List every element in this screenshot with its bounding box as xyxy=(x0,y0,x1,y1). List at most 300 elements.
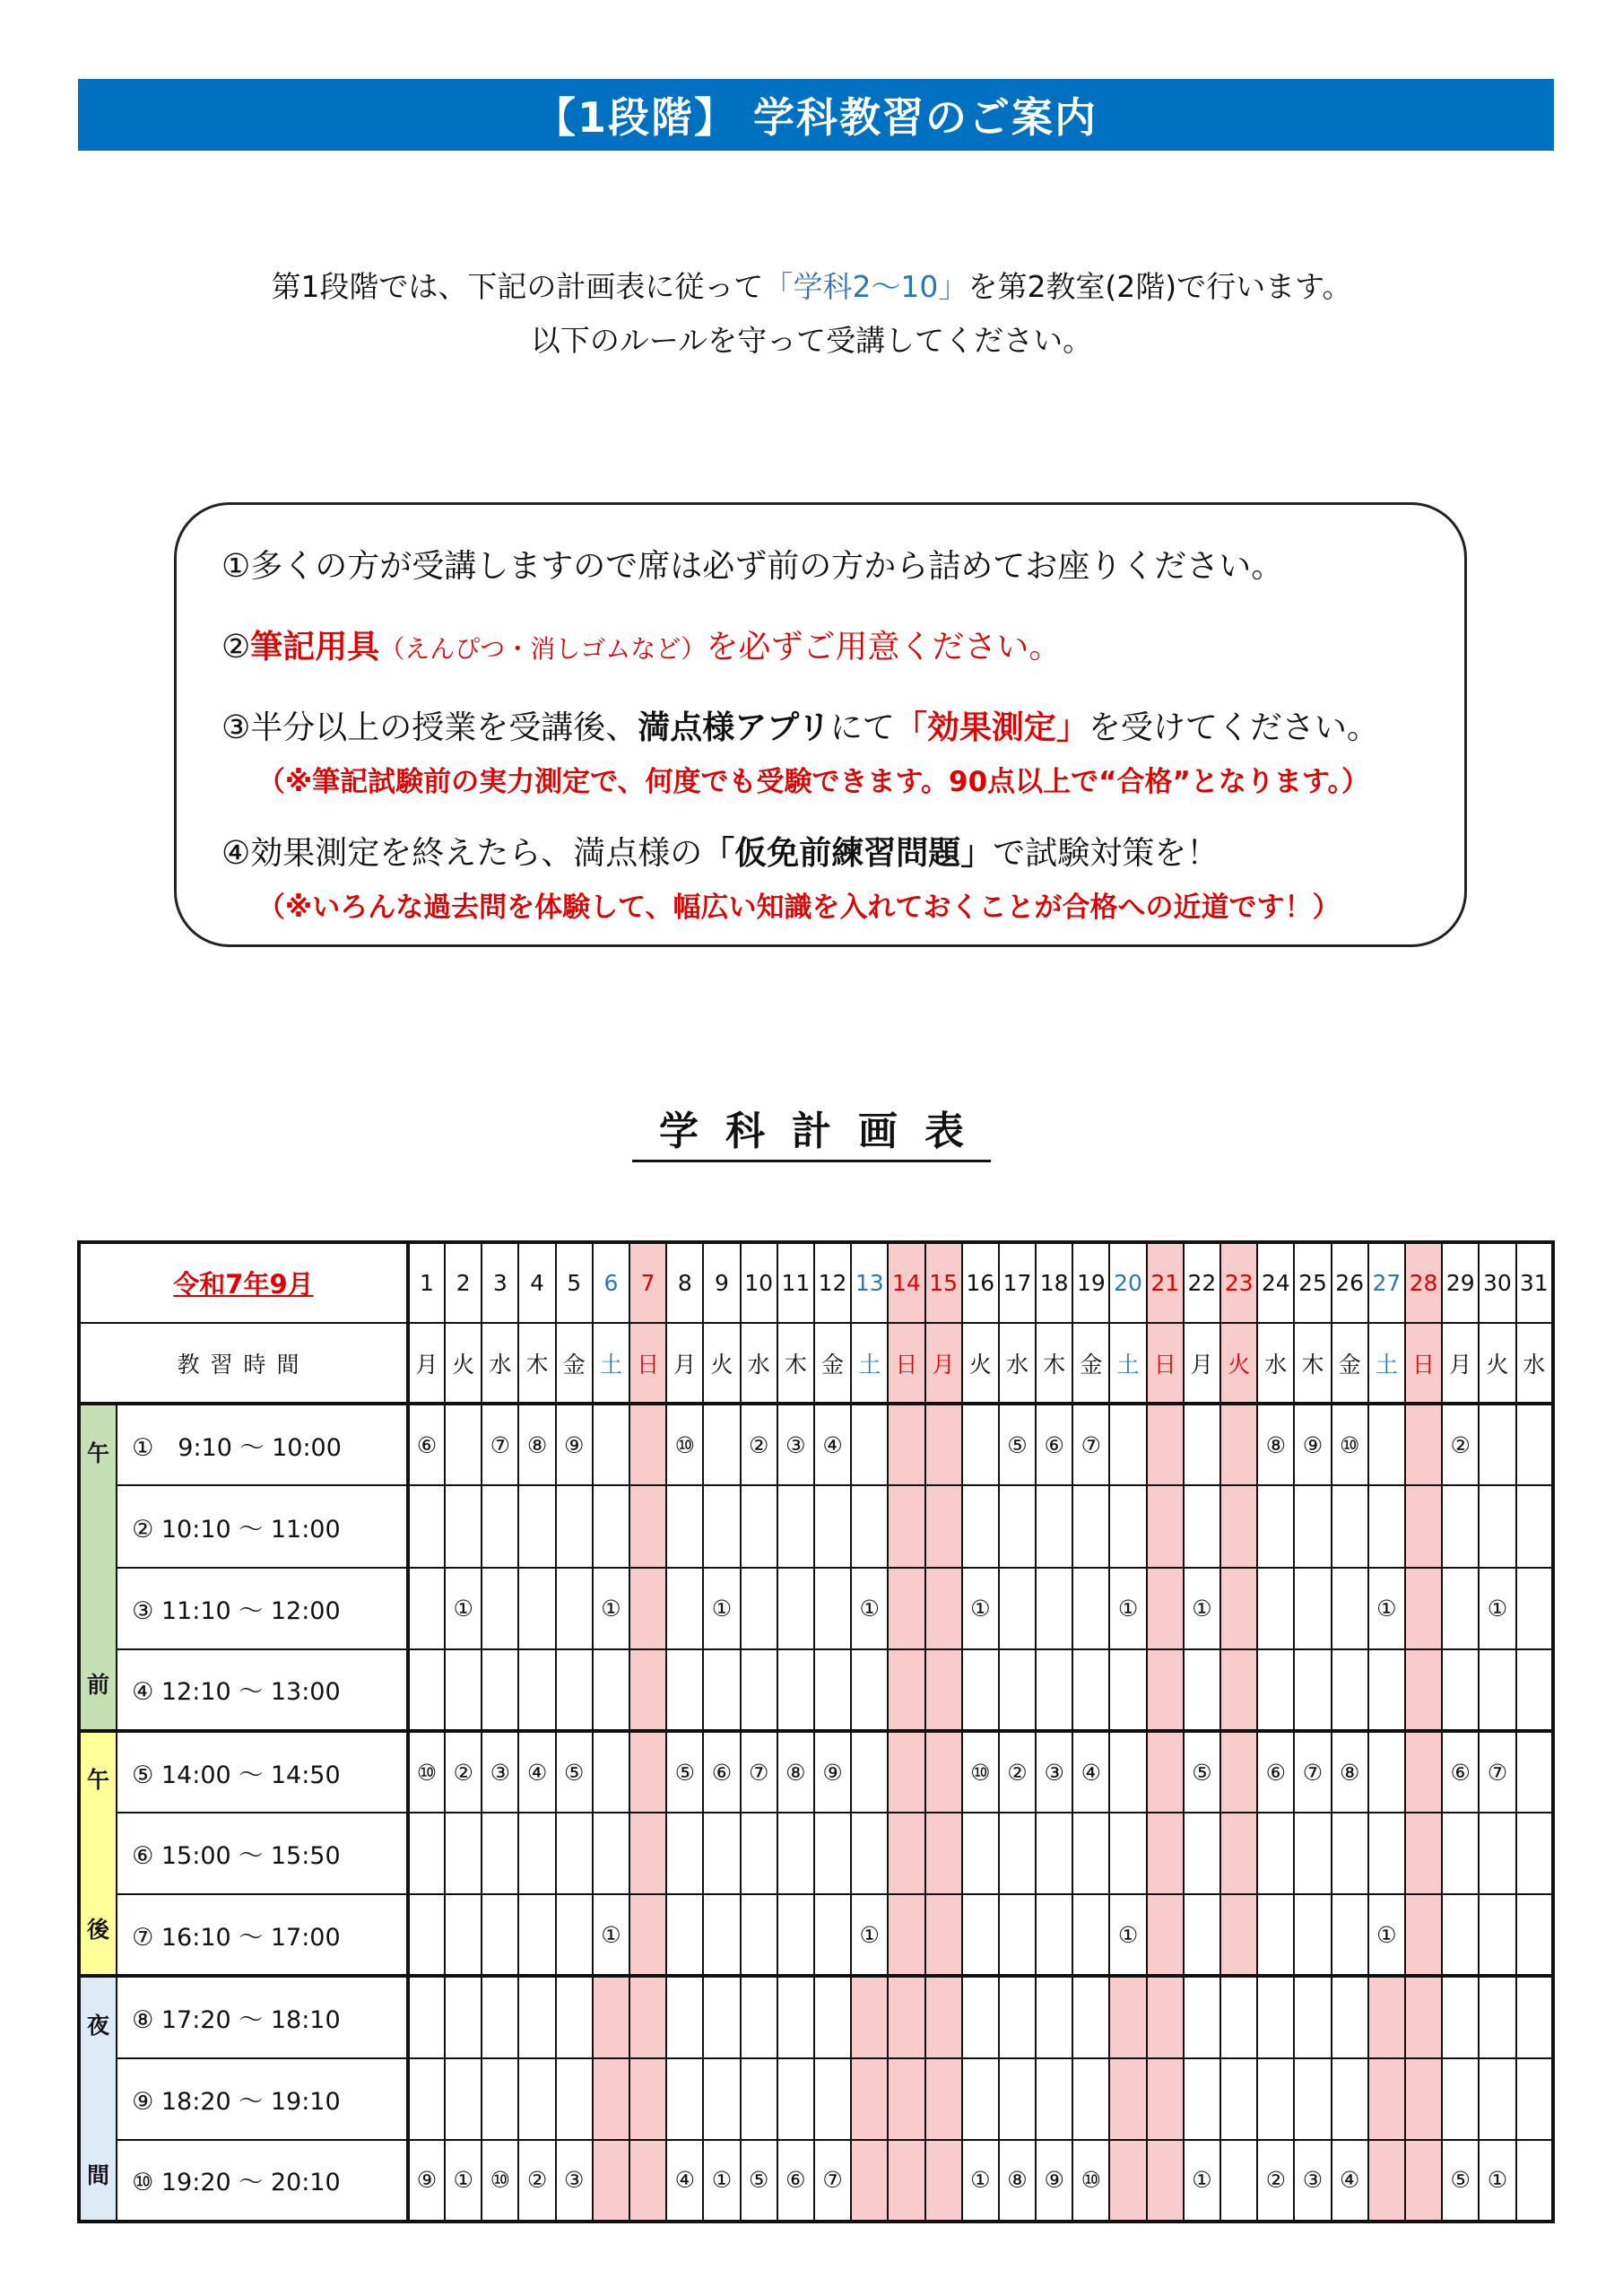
schedule-cell xyxy=(814,1976,851,2057)
schedule-cell: ② xyxy=(445,1731,482,1813)
period-char: 午 xyxy=(87,1439,110,1466)
schedule-cell xyxy=(851,1731,888,1813)
schedule-cell: ⑥ xyxy=(408,1404,445,1485)
schedule-cell: ① xyxy=(1368,1894,1405,1976)
schedule-cell xyxy=(1147,1485,1184,1567)
schedule-cell xyxy=(445,2058,482,2140)
schedule-cell: ① xyxy=(962,2140,999,2222)
period-label xyxy=(81,1436,116,1700)
schedule-cell xyxy=(1368,2058,1405,2140)
schedule-cell: ⑩ xyxy=(1072,2140,1109,2222)
schedule-cell: ③ xyxy=(777,1404,814,1485)
weekday: 金 xyxy=(1072,1323,1109,1404)
schedule-cell xyxy=(1294,1568,1331,1649)
schedule-cell xyxy=(1516,1894,1553,1976)
schedule-cell xyxy=(741,1813,777,1894)
weekday: 土 xyxy=(1368,1323,1405,1404)
day-number: 31 xyxy=(1516,1242,1553,1323)
schedule-cell xyxy=(703,1649,740,1731)
era-label-cell xyxy=(79,1242,408,1323)
schedule-cell xyxy=(445,1649,482,1731)
schedule-cell xyxy=(408,1649,445,1731)
class-time: ③ 11:10 〜 12:00 xyxy=(117,1568,408,1649)
schedule-cell xyxy=(1405,1404,1442,1485)
day-number: 7 xyxy=(629,1242,666,1323)
day-number: 4 xyxy=(518,1242,555,1323)
schedule-cell: ⑧ xyxy=(999,2140,1036,2222)
schedule-cell xyxy=(1036,1813,1072,1894)
schedule-cell xyxy=(1109,1649,1146,1731)
schedule-cell xyxy=(999,1649,1036,1731)
schedule-cell xyxy=(1147,1813,1184,1894)
class-time: ⑦ 16:10 〜 17:00 xyxy=(117,1894,408,1976)
schedule-cell: ⑨ xyxy=(556,1404,593,1485)
schedule-cell xyxy=(999,2058,1036,2140)
period-pm xyxy=(79,1731,117,1976)
schedule-cell xyxy=(962,1813,999,1894)
schedule-cell: ⑩ xyxy=(482,2140,518,2222)
weekday: 月 xyxy=(408,1323,445,1404)
schedule-cell xyxy=(1368,1404,1405,1485)
schedule-cell xyxy=(999,1976,1036,2057)
schedule-cell xyxy=(1184,1894,1220,1976)
schedule-cell: ① xyxy=(851,1894,888,1976)
schedule-cell xyxy=(999,1568,1036,1649)
schedule-cell xyxy=(777,1485,814,1567)
schedule-cell xyxy=(518,1894,555,1976)
weekday: 土 xyxy=(593,1323,629,1404)
schedule-cell xyxy=(1036,2058,1072,2140)
schedule-cell xyxy=(1109,1485,1146,1567)
schedule-cell xyxy=(1109,2140,1146,2222)
schedule-cell xyxy=(1147,2058,1184,2140)
plan-title-text: 学科計画表 xyxy=(632,1109,991,1162)
weekday: 水 xyxy=(1257,1323,1294,1404)
schedule-cell xyxy=(1479,1485,1515,1567)
schedule-cell xyxy=(518,1485,555,1567)
schedule-cell: ① xyxy=(1368,1568,1405,1649)
schedule-cell: ① xyxy=(593,1894,629,1976)
schedule-cell xyxy=(445,1894,482,1976)
schedule-cell: ④ xyxy=(518,1731,555,1813)
schedule-cell xyxy=(1516,1813,1553,1894)
schedule-cell xyxy=(925,1485,962,1567)
class-time: ④ 12:10 〜 13:00 xyxy=(117,1649,408,1731)
weekday: 月 xyxy=(1442,1323,1479,1404)
day-number: 13 xyxy=(851,1242,888,1323)
time-label-cell: 教習時間 xyxy=(79,1323,408,1404)
schedule-cell xyxy=(1294,1813,1331,1894)
day-number: 11 xyxy=(777,1242,814,1323)
schedule-cell xyxy=(556,1649,593,1731)
schedule-cell xyxy=(1147,2140,1184,2222)
day-number: 16 xyxy=(962,1242,999,1323)
schedule-cell xyxy=(1442,2058,1479,2140)
schedule-cell xyxy=(1257,2058,1294,2140)
schedule-cell xyxy=(1220,1976,1257,2057)
intro-line-2: 以下のルールを守って受講してください。 xyxy=(530,323,1093,358)
schedule-cell xyxy=(851,2140,888,2222)
schedule-cell xyxy=(1405,1568,1442,1649)
schedule-cell: ① xyxy=(1109,1568,1146,1649)
weekday: 金 xyxy=(814,1323,851,1404)
day-number: 19 xyxy=(1072,1242,1109,1323)
schedule-cell: ⑤ xyxy=(741,2140,777,2222)
schedule-cell xyxy=(999,1813,1036,1894)
period-label xyxy=(81,1762,116,1944)
schedule-cell xyxy=(1479,1976,1515,2057)
schedule-cell: ① xyxy=(703,1568,740,1649)
schedule-cell xyxy=(629,2058,666,2140)
schedule-cell xyxy=(888,1404,924,1485)
weekday: 水 xyxy=(1516,1323,1553,1404)
schedule-cell xyxy=(703,1976,740,2057)
schedule-cell xyxy=(1220,1649,1257,1731)
schedule-cell xyxy=(1442,1485,1479,1567)
schedule-cell xyxy=(888,2140,924,2222)
schedule-cell xyxy=(962,1894,999,1976)
schedule-cell xyxy=(1405,1813,1442,1894)
schedule-cell xyxy=(1479,1404,1515,1485)
day-number: 6 xyxy=(593,1242,629,1323)
schedule-cell xyxy=(1516,2140,1553,2222)
schedule-cell: ① xyxy=(1109,1894,1146,1976)
schedule-cell xyxy=(1405,1894,1442,1976)
schedule-cell xyxy=(1516,2058,1553,2140)
schedule-cell: ⑥ xyxy=(777,2140,814,2222)
weekday: 土 xyxy=(851,1323,888,1404)
schedule-cell: ③ xyxy=(1036,1731,1072,1813)
weekday: 月 xyxy=(666,1323,703,1404)
schedule-cell xyxy=(888,1649,924,1731)
schedule-cell xyxy=(1072,1894,1109,1976)
schedule-cell xyxy=(888,1813,924,1894)
weekday: 土 xyxy=(1109,1323,1146,1404)
weekday: 日 xyxy=(888,1323,924,1404)
schedule-cell xyxy=(629,1813,666,1894)
schedule-cell xyxy=(1368,1649,1405,1731)
schedule-cell: ⑤ xyxy=(999,1404,1036,1485)
schedule-cell xyxy=(925,1976,962,2057)
schedule-cell xyxy=(1072,1485,1109,1567)
schedule-cell xyxy=(482,1485,518,1567)
period-char: 後 xyxy=(87,1917,110,1944)
schedule-cell xyxy=(741,1894,777,1976)
schedule-cell xyxy=(1368,1731,1405,1813)
schedule-cell xyxy=(1294,1485,1331,1567)
schedule-cell xyxy=(777,1568,814,1649)
schedule-cell xyxy=(593,1649,629,1731)
schedule-cell xyxy=(741,1976,777,2057)
schedule-cell xyxy=(1184,2058,1220,2140)
schedule-cell xyxy=(1147,1731,1184,1813)
schedule-cell xyxy=(556,1568,593,1649)
schedule-cell: ⑥ xyxy=(1257,1731,1294,1813)
schedule-cell xyxy=(556,1976,593,2057)
page-banner xyxy=(78,79,1554,151)
schedule-cell: ⑦ xyxy=(482,1404,518,1485)
schedule-cell xyxy=(962,1485,999,1567)
schedule-cell: ⑥ xyxy=(1442,1731,1479,1813)
weekday: 水 xyxy=(999,1323,1036,1404)
schedule-cell xyxy=(814,1568,851,1649)
schedule-cell: ① xyxy=(1184,2140,1220,2222)
schedule-cell xyxy=(1109,1976,1146,2057)
schedule-cell xyxy=(1257,1976,1294,2057)
schedule-cell xyxy=(666,2058,703,2140)
schedule-cell xyxy=(408,1976,445,2057)
schedule-cell xyxy=(1332,1894,1368,1976)
schedule-cell xyxy=(777,1813,814,1894)
period-ev xyxy=(79,1976,117,2222)
schedule-cell xyxy=(851,1813,888,1894)
weekday: 木 xyxy=(777,1323,814,1404)
schedule-cell xyxy=(408,1568,445,1649)
day-number: 25 xyxy=(1294,1242,1331,1323)
schedule-cell: ① xyxy=(962,1568,999,1649)
schedule-cell xyxy=(1036,1894,1072,1976)
schedule-cell xyxy=(1220,1731,1257,1813)
schedule-cell xyxy=(962,1404,999,1485)
period-label xyxy=(81,2008,116,2190)
schedule-cell xyxy=(1147,1649,1184,1731)
schedule-cell xyxy=(888,1568,924,1649)
class-time: ② 10:10 〜 11:00 xyxy=(117,1485,408,1567)
rule-3: ③半分以上の授業を受講後、満点様アプリにて「効果測定」を受けてください。 xyxy=(221,709,1379,746)
period-am xyxy=(79,1404,117,1731)
schedule-cell: ⑩ xyxy=(666,1404,703,1485)
schedule-cell: ⑧ xyxy=(777,1731,814,1813)
schedule-cell xyxy=(741,1649,777,1731)
schedule-cell xyxy=(593,1976,629,2057)
weekday: 火 xyxy=(1220,1323,1257,1404)
schedule-cell: ② xyxy=(741,1404,777,1485)
schedule-cell xyxy=(777,1976,814,2057)
schedule-cell xyxy=(925,1404,962,1485)
schedule-cell xyxy=(518,1976,555,2057)
schedule-cell xyxy=(593,1813,629,1894)
schedule-cell xyxy=(741,1568,777,1649)
day-number: 27 xyxy=(1368,1242,1405,1323)
day-number: 5 xyxy=(556,1242,593,1323)
schedule-cell xyxy=(1072,1813,1109,1894)
schedule-cell xyxy=(925,1731,962,1813)
schedule-cell xyxy=(445,1485,482,1567)
weekday: 木 xyxy=(1294,1323,1331,1404)
day-number: 15 xyxy=(925,1242,962,1323)
schedule-cell xyxy=(741,2058,777,2140)
schedule-cell xyxy=(962,1649,999,1731)
schedule-cell xyxy=(888,1731,924,1813)
intro-line-1: 第1段階では、下記の計画表に従って「学科2〜10」を第2教室(2階)で行います。 xyxy=(271,269,1352,304)
day-number: 26 xyxy=(1332,1242,1368,1323)
schedule-cell xyxy=(1294,2058,1331,2140)
schedule-cell: ② xyxy=(1442,1404,1479,1485)
schedule-cell xyxy=(1516,1649,1553,1731)
weekday: 火 xyxy=(703,1323,740,1404)
schedule-cell xyxy=(1405,2140,1442,2222)
schedule-cell: ③ xyxy=(556,2140,593,2222)
weekday: 金 xyxy=(556,1323,593,1404)
schedule-cell xyxy=(1516,1976,1553,2057)
schedule-cell xyxy=(445,1404,482,1485)
schedule-cell xyxy=(1109,1404,1146,1485)
day-number: 24 xyxy=(1257,1242,1294,1323)
schedule-cell: ⑦ xyxy=(1072,1404,1109,1485)
schedule-cell xyxy=(408,1894,445,1976)
schedule-cell xyxy=(703,1894,740,1976)
weekday: 日 xyxy=(1405,1323,1442,1404)
schedule-cell xyxy=(1368,1485,1405,1567)
period-char: 間 xyxy=(87,2161,110,2188)
schedule-cell xyxy=(445,1813,482,1894)
schedule-cell: ④ xyxy=(814,1404,851,1485)
schedule-cell xyxy=(1257,1813,1294,1894)
schedule-cell: ⑨ xyxy=(1036,2140,1072,2222)
schedule-cell xyxy=(1109,1731,1146,1813)
schedule-cell xyxy=(1368,1976,1405,2057)
rule-4-note: （※いろんな過去問を体験して、幅広い知識を入れておくことが合格への近道です！） xyxy=(257,891,1341,924)
schedule-cell xyxy=(629,1568,666,1649)
schedule-cell xyxy=(1036,1976,1072,2057)
day-number: 9 xyxy=(703,1242,740,1323)
weekday: 日 xyxy=(629,1323,666,1404)
schedule-cell xyxy=(1405,2058,1442,2140)
schedule-cell xyxy=(593,2058,629,2140)
schedule-cell: ⑦ xyxy=(741,1731,777,1813)
schedule-cell xyxy=(629,1731,666,1813)
schedule-cell xyxy=(593,2140,629,2222)
schedule-cell: ① xyxy=(445,1568,482,1649)
schedule-cell xyxy=(593,1404,629,1485)
schedule-cell xyxy=(1294,1894,1331,1976)
schedule-cell xyxy=(1036,1649,1072,1731)
schedule-cell xyxy=(888,2058,924,2140)
schedule-cell: ⑥ xyxy=(1036,1404,1072,1485)
schedule-cell xyxy=(482,1649,518,1731)
weekday: 木 xyxy=(518,1323,555,1404)
schedule-cell xyxy=(1257,1485,1294,1567)
schedule-cell xyxy=(888,1485,924,1567)
day-number: 12 xyxy=(814,1242,851,1323)
schedule-cell xyxy=(851,1485,888,1567)
schedule-cell xyxy=(408,2058,445,2140)
schedule-cell xyxy=(1184,1813,1220,1894)
class-time: ⑤ 14:00 〜 14:50 xyxy=(117,1731,408,1813)
schedule-cell xyxy=(629,1485,666,1567)
period-char: 前 xyxy=(87,1671,110,1698)
schedule-cell xyxy=(1072,1649,1109,1731)
schedule-cell xyxy=(556,1813,593,1894)
schedule-cell xyxy=(925,1813,962,1894)
weekday: 火 xyxy=(445,1323,482,1404)
schedule-cell xyxy=(1220,2140,1257,2222)
class-time: ⑧ 17:20 〜 18:10 xyxy=(117,1976,408,2057)
schedule-cell xyxy=(703,2058,740,2140)
schedule-cell xyxy=(556,2058,593,2140)
schedule-cell xyxy=(851,2058,888,2140)
schedule-cell: ① xyxy=(1479,2140,1515,2222)
schedule-cell: ④ xyxy=(1332,2140,1368,2222)
schedule-cell xyxy=(1405,1731,1442,1813)
weekday: 水 xyxy=(482,1323,518,1404)
schedule-cell xyxy=(1220,1568,1257,1649)
schedule-cell xyxy=(1184,1404,1220,1485)
schedule-cell: ⑨ xyxy=(814,1731,851,1813)
period-char: 夜 xyxy=(87,2012,110,2039)
schedule-cell xyxy=(888,1976,924,2057)
schedule-cell xyxy=(666,1568,703,1649)
day-number: 29 xyxy=(1442,1242,1479,1323)
schedule-cell xyxy=(629,1404,666,1485)
schedule-cell xyxy=(1332,1568,1368,1649)
schedule-cell xyxy=(1516,1731,1553,1813)
weekday: 月 xyxy=(925,1323,962,1404)
schedule-cell xyxy=(1220,2058,1257,2140)
schedule-cell xyxy=(1220,1404,1257,1485)
schedule-cell xyxy=(666,1894,703,1976)
schedule-cell: ① xyxy=(1479,1568,1515,1649)
day-number: 30 xyxy=(1479,1242,1515,1323)
schedule-cell: ⑧ xyxy=(1332,1731,1368,1813)
schedule-cell xyxy=(629,1976,666,2057)
schedule-cell xyxy=(1332,1976,1368,2057)
schedule-cell: ⑩ xyxy=(408,1731,445,1813)
schedule-cell xyxy=(1257,1894,1294,1976)
weekday: 日 xyxy=(1147,1323,1184,1404)
schedule-cell xyxy=(1220,1485,1257,1567)
schedule-cell: ⑤ xyxy=(556,1731,593,1813)
schedule-cell xyxy=(1109,1813,1146,1894)
schedule-cell xyxy=(1257,1649,1294,1731)
schedule-cell: ③ xyxy=(482,1731,518,1813)
schedule-cell xyxy=(556,1485,593,1567)
schedule-cell: ⑩ xyxy=(1332,1404,1368,1485)
schedule-cell xyxy=(703,1485,740,1567)
day-number: 3 xyxy=(482,1242,518,1323)
schedule-cell xyxy=(777,2058,814,2140)
schedule-cell: ⑦ xyxy=(1479,1731,1515,1813)
schedule-cell xyxy=(445,1976,482,2057)
schedule-cell xyxy=(518,1568,555,1649)
schedule-cell xyxy=(1109,2058,1146,2140)
schedule-cell xyxy=(1479,2058,1515,2140)
schedule-cell xyxy=(1442,1976,1479,2057)
day-number: 21 xyxy=(1147,1242,1184,1323)
schedule-cell xyxy=(593,1731,629,1813)
schedule-cell xyxy=(1405,1649,1442,1731)
schedule-cell xyxy=(1036,1485,1072,1567)
schedule-cell: ⑥ xyxy=(703,1731,740,1813)
schedule-cell xyxy=(1516,1404,1553,1485)
schedule-cell xyxy=(1294,1649,1331,1731)
schedule-cell: ⑦ xyxy=(814,2140,851,2222)
schedule-cell xyxy=(408,1813,445,1894)
intro-highlight: 「学科2〜10」 xyxy=(763,269,968,304)
schedule-cell: ③ xyxy=(1294,2140,1331,2222)
schedule-cell xyxy=(629,2140,666,2222)
schedule-cell xyxy=(629,1894,666,1976)
schedule-cell xyxy=(703,1404,740,1485)
schedule-cell xyxy=(925,1894,962,1976)
schedule-cell xyxy=(777,1894,814,1976)
schedule-cell xyxy=(1332,1813,1368,1894)
schedule-cell xyxy=(666,1485,703,1567)
rules-box xyxy=(174,502,1467,947)
schedule-cell: ② xyxy=(518,2140,555,2222)
schedule-cell: ① xyxy=(703,2140,740,2222)
plan-title xyxy=(0,1099,1623,1156)
